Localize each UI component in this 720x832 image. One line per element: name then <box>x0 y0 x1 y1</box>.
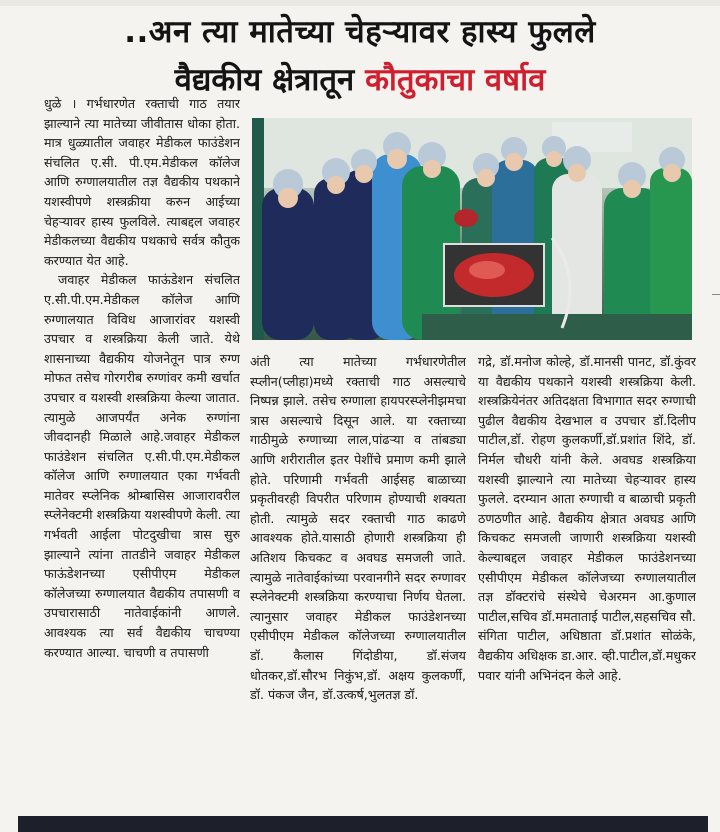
article-column-3 <box>478 352 696 810</box>
article-paragraph-1: धुळे । गर्भधारणेत रक्ताची गाठ तयार झाल्याने त्या मातेच्या जीवीतास धोका होता. मात्र धुळ्यातील जवाहर मेडीकल फाउंडेशन संचलित ए.सी. पी.एम.मेडीकल कॉलेज आणि रुग्णालयातील तज्ञ वैद्यकीय पथकाने यशस्वीपणे शस्त्रक्रीया करुन आईच्या चेहऱ्यावर हास्य फुलविले. त्याबद्दल जवाहर मेडीकलच्या वैद्यकीय पथकाचे सर्वत्र कौतुक करण्यात येत आहे. <box>44 96 240 268</box>
headline-line2-accent: कौतुकाचा वर्षाव <box>365 62 546 98</box>
article-paragraph-3: अंती त्या मातेच्या गर्भधारणेतील स्प्लीन(प्लीहा)मध्ये रक्ताची गाठ असल्याचे निष्पन्न झाले. तसेच रुग्णाला हायपरस्प्लेनीझमचा त्रास असल्याचे दिसून आले. या रक्ताच्या गाठीमुळे रुग्णाच्या लाल,पांढर्‍या व तांबड्या आणि शरीरातील इतर पेशींचे प्रमाण कमी झाले होते. परिणामी गर्भवती आईसह बाळाच्या प्रकृतीवरही विपरीत परिणाम होण्याची शक्यता होती. त्यामुळे सदर रक्ताची गाठ काढणे आवश्यक होते.यासाठी होणारी शस्त्रक्रिया ही अतिशय किचकट व अवघड समजली जाते. त्यामुळे नातेवाईकांच्या परवानगीने सदर रुग्णावर स्प्लेनेक्टमी शस्त्रक्रिया करण्याचा निर्णय घेतला. त्यानुसार जवाहर मेडीकल फाउंडेशनच्या एसीपीएम मेडीकल कॉलेजच्या रुग्णालयातील डॉ. कैलास गिंदोडीया, डॉ.संजय धोतकर,डॉ.सौरभ निकुंभ,डॉ. अक्षय कुलकर्णी, डॉ. पंकज जैन, डॉ.उत्कर्ष,भुलतज्ञ डॉ. <box>250 354 466 703</box>
bottom-dark-band <box>18 816 708 832</box>
headline-line2-prefix: वैद्यकीय क्षेत्रातून <box>174 62 366 98</box>
headline-line1: ..अन त्या मातेच्या चेहऱ्यावर हास्य फुलले <box>124 14 596 50</box>
article-column-2 <box>250 352 466 810</box>
surgical-team-photo <box>252 118 692 340</box>
column-divider-tick <box>712 294 720 295</box>
article-column-1 <box>44 94 240 810</box>
surgical-team-photo-illustration <box>252 118 692 340</box>
article-paragraph-2: जवाहर मेडीकल फाऊंडेशन संचलित ए.सी.पी.एम.मेडीकल कॉलेज आणि रुग्णालयात विविध आजारांवर यशस्वी उपचार व शस्त्रक्रिया केली जाते. येथे शासनाच्या वैद्यकीय योजनेतून पात्र रुग्ण मोफत तसेच गोरगरीब रुग्णांवर कमी खर्चात उपचार व यशस्वी शस्त्रक्रिया केल्या जातात. त्यामुळे आजपर्यंत अनेक रुग्णांना जीवदानही मिळाले आहे.जवाहर मेडीकल फाउंडेशन संचलित ए.सी.पी.एम.मेडीकल कॉलेज आणि रुग्णालयात एका गर्भवती मातेवर स्प्लेनिक श्रोम्बासिस आजारावरील स्प्लेनेक्टमी शस्त्रक्रिया यशस्वीपणे केली. त्या गर्भवती आईला पोटदुखीचा त्रास सुरु झाल्याने त्यांना तातडीने जवाहर मेडीकल फाऊंडेशनच्या एसीपीएम मेडीकल कॉलेजच्या रुग्णालयात वैद्यकीय तपासणी व उपचारासाठी नातेवाईकांनी आणले. आवश्यक त्या सर्व वैद्यकीय चाचण्या करण्यात आल्या. चाचणी व तपासणी <box>44 272 240 660</box>
top-rule <box>0 0 720 6</box>
article-paragraph-4: गद्रे, डॉ.मनोज कोल्हे, डॉ.मानसी पानट, डॉ.कुंवर या वैद्यकीय पथकाने यशस्वी शस्त्रक्रिया केली. शस्त्रक्रियेनंतर अतिदक्षता विभागात सदर रुग्णाची पुढील वैद्यकीय देखभाल व उपचार डॉ.दिलीप पाटील,डॉ. रोहण कुलकर्णी,डॉ.प्रशांत शिंदे, डॉ. निर्मल चौधरी यांनी केले. अवघड शस्त्रक्रिया यशस्वी झाल्याने त्या मातेच्या चेहर्‍यावर हास्य फुलले. दरम्यान आता रुग्णाची व बाळाची प्रकृती ठणठणीत आहे. वैद्यकीय क्षेत्रात अवघड आणि किचकट समजली जाणारी शस्त्रक्रिया यशस्वी केल्याबद्दल जवाहर मेडीकल फाउंडेशनच्या एसीपीएम मेडीकल कॉलेजच्या रुग्णालयातील तज्ञ डॉक्टरांचे संस्थेचे चेअरमन आ.कुणाल पाटील,सचिव डॉ.ममताताई पाटील,सहसचिव सौ. संगिता पाटील, अधिष्ठाता डॉ.प्रशांत सोळंके, वैद्यकीय अधिक्षक डा.आर. व्ही.पाटील,डॉ.मधुकर पवार यांनी अभिनंदन केले आहे. <box>478 354 696 683</box>
